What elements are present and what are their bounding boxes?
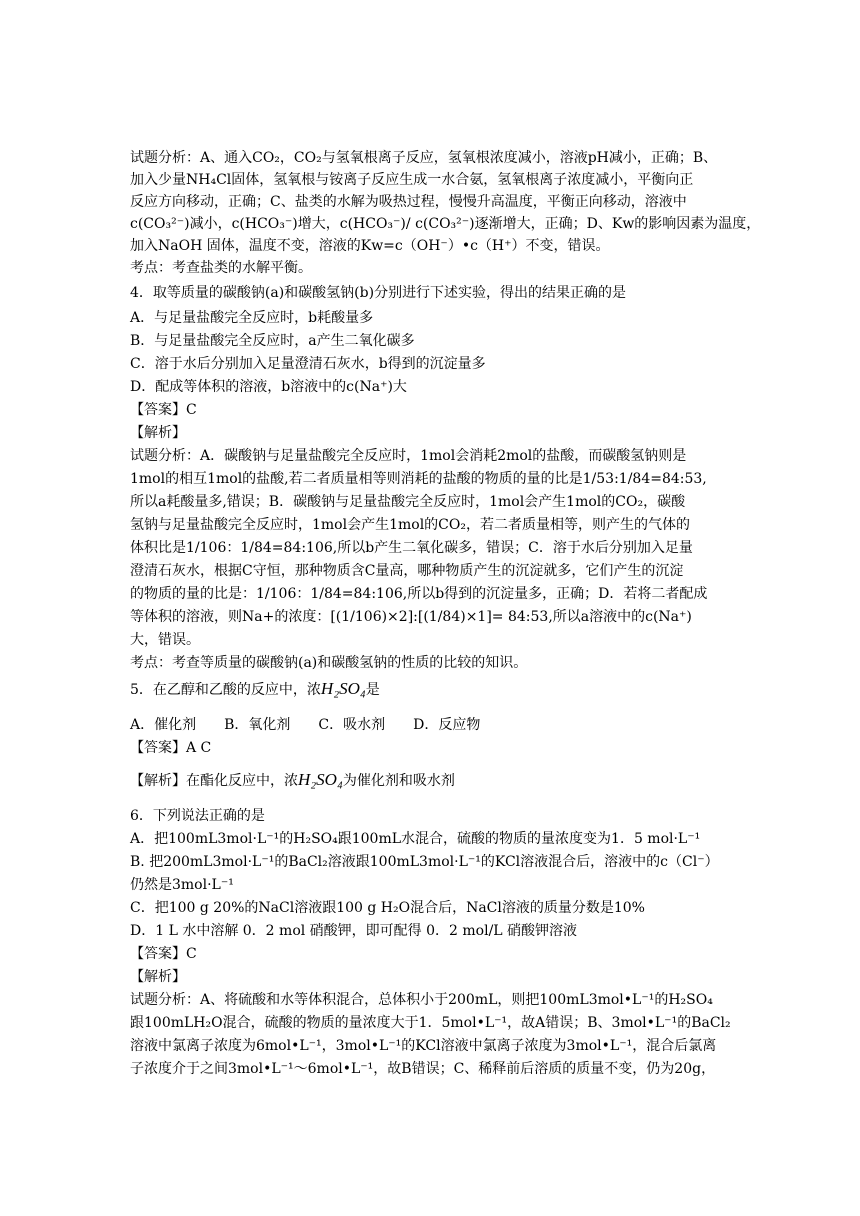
analysis-line: 试题分析：A．碳酸钠与足量盐酸完全反应时，1mol会消耗2mol的盐酸，而碳酸氢钠则是 [130, 448, 687, 464]
analysis-line: c(CO₃²⁻)减小，c(HCO₃⁻)增大，c(HCO₃⁻)/ c(CO₃²⁻)逐渐增大，正确；D、Kw的影响因素为温度， [130, 216, 761, 232]
analysis-label: 【解析】 [130, 969, 186, 985]
analysis-line: 试题分析：A、通入CO₂，CO₂与氢氧根离子反应，氢氧根浓度减小，溶液pH减小，正确；B、 [130, 150, 718, 166]
sulfuric-acid-formula: H₂SO₄ [298, 770, 343, 789]
option-a: A．与足量盐酸完全反应时，b耗酸量多 [130, 310, 374, 326]
analysis-line: 澄清石灰水，根据C守恒，那种物质含C量高，哪种物质产生的沉淀就多，它们产生的沉淀 [130, 563, 684, 579]
key-point-line: 考点：考查等质量的碳酸钠(a)和碳酸氢钠的性质的比较的知识。 [130, 655, 528, 671]
option-b-cont: 仍然是3mol·L⁻¹ [130, 877, 234, 893]
analysis-line [130, 772, 740, 789]
option-b: B．与足量盐酸完全反应时，a产生二氧化碳多 [130, 333, 415, 349]
analysis-line: 体积比是1/106：1/84=84:106,所以b产生二氧化碳多，错误；C．溶于水后分别加入足量 [130, 540, 693, 556]
stem-end: 是 [365, 682, 380, 698]
analysis-line: 反应方向移动，正确；C、盐类的水解为吸热过程，慢慢升高温度，平衡正向移动，溶液中 [130, 194, 687, 210]
analysis-line: 跟100mLH₂O混合，硫酸的物质的量浓度大于1．5mol•L⁻¹，故A错误；B、3mol•L⁻¹的BaCl₂ [130, 1015, 731, 1031]
analysis-line: 所以a耗酸量多,错误；B．碳酸钠与足量盐酸完全反应时，1mol会产生1mol的CO₂，碳酸 [130, 494, 686, 510]
analysis-line: 大，错误。 [130, 632, 200, 648]
analysis-text-end: 为催化剂和吸水剂 [342, 773, 455, 789]
analysis-line: 的物质的量的比是：1/106：1/84=84:106,所以b得到的沉淀量多，正确；D．若将二者配成 [130, 586, 708, 602]
stem-text: 5．在乙醇和乙酸的反应中，浓 [130, 682, 321, 698]
answer-line: 【答案】A C [130, 740, 212, 756]
analysis-line: 溶液中氯离子浓度为6mol•L⁻¹，3mol•L⁻¹的KCl溶液中氯离子浓度为3mol•L⁻¹，混合后氯离 [130, 1038, 717, 1054]
analysis-line: 等体积的溶液，则Na+的浓度：[(1/106)×2]:[(1/84)×1]= 84:53,所以a溶液中的c(Na⁺) [130, 609, 692, 625]
option-d: D．1 L 水中溶解 0．2 mol 硝酸钾，即可配得 0．2 mol/L 硝酸钾溶液 [130, 923, 578, 939]
question-5-stem [130, 681, 740, 698]
analysis-label: 【解析】 [130, 425, 186, 441]
answer-line: 【答案】C [130, 946, 197, 962]
answer-line: 【答案】C [130, 402, 197, 418]
option-a: A．把100mL3mol·L⁻¹的H₂SO₄跟100mL水混合，硫酸的物质的量浓度变为1．5 mol·L⁻¹ [130, 831, 701, 847]
question-4-stem: 4．取等质量的碳酸钠(a)和碳酸氢钠(b)分别进行下述实验，得出的结果正确的是 [130, 285, 627, 301]
analysis-text: 【解析】在酯化反应中，浓 [130, 773, 298, 789]
analysis-line: 加入少量NH₄Cl固体，氢氧根与铵离子反应生成一水合氨，氢氧根离子浓度减小，平衡向正 [130, 172, 694, 188]
options-line: A．催化剂 B．氧化剂 C．吸水剂 D．反应物 [130, 717, 481, 733]
option-c: C．把100 g 20%的NaCl溶液跟100 g H₂O混合后，NaCl溶液的质量分数是10% [130, 900, 645, 916]
option-c: C．溶于水后分别加入足量澄清石灰水，b得到的沉淀量多 [130, 356, 486, 372]
analysis-line: 加入NaOH 固体，温度不变，溶液的Kw=c（OH⁻）•c（H⁺）不变，错误。 [130, 238, 610, 254]
option-b: B. 把200mL3mol·L⁻¹的BaCl₂溶液跟100mL3mol·L⁻¹的KCl溶液混合后，溶液中的c（Cl⁻） [130, 854, 719, 870]
analysis-line: 试题分析：A、将硫酸和水等体积混合，总体积小于200mL，则把100mL3mol•L⁻¹的H₂SO₄ [130, 992, 713, 1008]
sulfuric-acid-formula: H₂SO₄ [320, 679, 366, 698]
question-6-stem: 6．下列说法正确的是 [130, 808, 265, 824]
key-point-line: 考点：考查盐类的水解平衡。 [130, 260, 312, 276]
analysis-line: 氢钠与足量盐酸完全反应时，1mol会产生1mol的CO₂，若二者质量相等，则产生的气体的 [130, 517, 690, 533]
option-d: D．配成等体积的溶液，b溶液中的c(Na⁺)大 [130, 379, 407, 395]
analysis-line: 1mol的相互1mol的盐酸,若二者质量相等则消耗的盐酸的物质的量的比是1/53:1/84=84:53, [130, 471, 707, 487]
analysis-line: 子浓度介于之间3mol•L⁻¹～6mol•L⁻¹，故B错误；C、稀释前后溶质的质量不变，仍为20g， [130, 1061, 716, 1077]
